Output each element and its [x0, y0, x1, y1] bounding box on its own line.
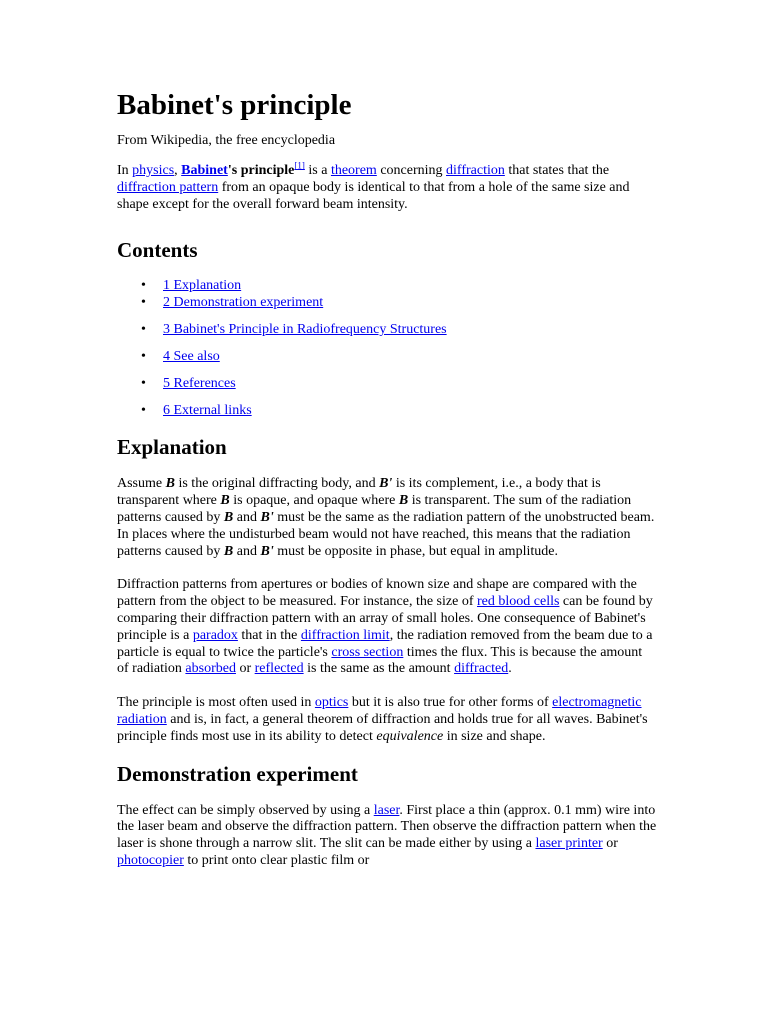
- bullet-icon: •: [141, 349, 146, 365]
- intro-paragraph: [117, 160, 657, 213]
- body-text: that in the: [237, 627, 301, 643]
- symbol-b: B: [220, 493, 230, 509]
- toc-item: [117, 294, 657, 311]
- reference-link[interactable]: [1]: [294, 160, 305, 171]
- body-text: The effect can be simply observed by using a: [117, 802, 374, 818]
- symbol-b: B: [223, 509, 234, 525]
- intro-text: In: [117, 163, 133, 178]
- body-text: and is, in fact, a general theorem of diffraction and holds true for all waves. Babinet's principle finds most use in its ability to detect: [117, 711, 648, 744]
- body-text: can be found by comparing their diffraction pattern with an array of small holes. One consequence of Babinet's principle is a: [117, 594, 653, 643]
- body-text: , the radiation removed from the beam due to a particle is equal to twice the particle's: [117, 627, 653, 660]
- demonstration-heading: Demonstration experiment: [117, 761, 358, 786]
- body-text: is transparent. The sum of the radiation patterns caused by: [117, 493, 632, 525]
- body-text: is the same as the amount: [303, 661, 455, 677]
- explanation-paragraph-3: [117, 695, 657, 745]
- body-text: is the original diffracting body, and: [174, 476, 380, 492]
- symbol-b-prime: B': [260, 543, 274, 559]
- bullet-icon: •: [141, 376, 146, 392]
- toc-item: [117, 402, 657, 419]
- toc-link-references[interactable]: 5 References: [163, 376, 236, 392]
- article-content: [117, 88, 657, 870]
- body-text: Assume: [117, 476, 166, 492]
- optics-link[interactable]: optics: [314, 695, 349, 711]
- contents-heading: Contents: [117, 238, 198, 263]
- physics-link[interactable]: physics: [132, 163, 175, 178]
- body-text: must be the same as the radiation pattern of the unobstructed beam. In places where the undisturbed beam would not have reached, this means that the radiation patterns caused by: [117, 509, 655, 559]
- body-text: or: [235, 661, 255, 677]
- diffraction-limit-link[interactable]: diffraction limit: [300, 627, 390, 643]
- toc-item: [117, 321, 657, 338]
- intro-text: concerning: [376, 163, 447, 178]
- bullet-icon: •: [141, 295, 146, 311]
- diffracted-link[interactable]: diffracted: [454, 661, 509, 677]
- electromagnetic-radiation-link[interactable]: electromagnetic radiation: [117, 695, 642, 727]
- explanation-paragraph-2: [117, 577, 657, 678]
- body-text: Diffraction patterns from apertures or bodies of known size and shape are compared with the pattern from the object to be measured. For instance, the size of: [117, 577, 637, 610]
- toc-link-see-also[interactable]: 4 See also: [163, 349, 220, 365]
- body-text: is opaque, and opaque where: [229, 493, 399, 509]
- symbol-b-prime: B': [379, 476, 393, 492]
- toc-link-demonstration[interactable]: 2 Demonstration experiment: [163, 295, 324, 311]
- intro-text: from an opaque body is identical to that from a hole of the same size and shape except for the overall forward beam intensity.: [117, 179, 630, 212]
- body-text: to print onto clear plastic film or: [183, 852, 370, 868]
- intro-text: 's principle: [227, 163, 295, 178]
- paradox-link[interactable]: paradox: [192, 627, 238, 643]
- toc-link-radiofrequency[interactable]: 3 Babinet's Principle in Radiofrequency Structures: [163, 322, 447, 338]
- cross-section-link[interactable]: cross section: [331, 644, 404, 660]
- toc-item: [117, 277, 657, 294]
- intro-text: is a: [304, 163, 331, 178]
- intro-text: that states that the: [504, 163, 610, 178]
- symbol-b: B: [398, 493, 409, 509]
- babinet-link[interactable]: Babinet: [181, 163, 228, 178]
- diffraction-pattern-link[interactable]: diffraction pattern: [117, 179, 219, 195]
- body-text: must be opposite in phase, but equal in amplitude.: [273, 543, 558, 559]
- page-subtitle: From Wikipedia, the free encyclopedia: [117, 133, 336, 148]
- bullet-icon: •: [141, 403, 146, 419]
- body-text: times the flux. This is because the amount of radiation: [117, 644, 643, 677]
- symbol-b-prime: B': [260, 509, 274, 525]
- photocopier-link[interactable]: photocopier: [117, 852, 184, 868]
- body-text: but it is also true for other forms of: [348, 695, 553, 711]
- page-title: Babinet's principle: [117, 89, 352, 121]
- toc-link-external-links[interactable]: 6 External links: [163, 403, 252, 419]
- red-blood-cells-link[interactable]: red blood cells: [477, 594, 560, 610]
- toc-link-explanation[interactable]: 1 Explanation: [163, 278, 242, 294]
- laser-printer-link[interactable]: laser printer: [535, 836, 603, 852]
- reflected-link[interactable]: reflected: [254, 661, 304, 677]
- explanation-paragraph-1: [117, 476, 657, 560]
- equivalence-emphasis: equivalence: [376, 728, 444, 744]
- theorem-link[interactable]: theorem: [330, 163, 377, 178]
- symbol-b: B: [223, 543, 234, 559]
- body-text: or: [602, 836, 618, 852]
- bullet-icon: •: [141, 278, 146, 294]
- body-text: . First place a thin (approx. 0.1 mm) wire into the laser beam and observe the diffraction pattern. Then observe the diffraction pattern when the laser is shone through a narrow slit. The slit can be made either by using a: [117, 802, 657, 852]
- explanation-heading: Explanation: [117, 435, 227, 460]
- body-text: The principle is most often used in: [117, 695, 315, 711]
- symbol-b: B: [165, 476, 175, 492]
- body-text: and: [233, 509, 261, 525]
- toc-item: [117, 348, 657, 365]
- laser-link[interactable]: laser: [373, 802, 400, 818]
- body-text: is its complement, i.e., a body that is transparent where: [117, 476, 601, 509]
- table-of-contents: [117, 277, 657, 419]
- absorbed-link[interactable]: absorbed: [185, 661, 236, 677]
- bullet-icon: •: [141, 322, 146, 338]
- toc-item: [117, 375, 657, 392]
- demonstration-paragraph: [117, 803, 657, 870]
- intro-text: ,: [174, 163, 182, 178]
- body-text: .: [508, 661, 512, 677]
- body-text: and: [233, 543, 261, 559]
- diffraction-link[interactable]: diffraction: [446, 163, 505, 178]
- body-text: in size and shape.: [443, 728, 546, 744]
